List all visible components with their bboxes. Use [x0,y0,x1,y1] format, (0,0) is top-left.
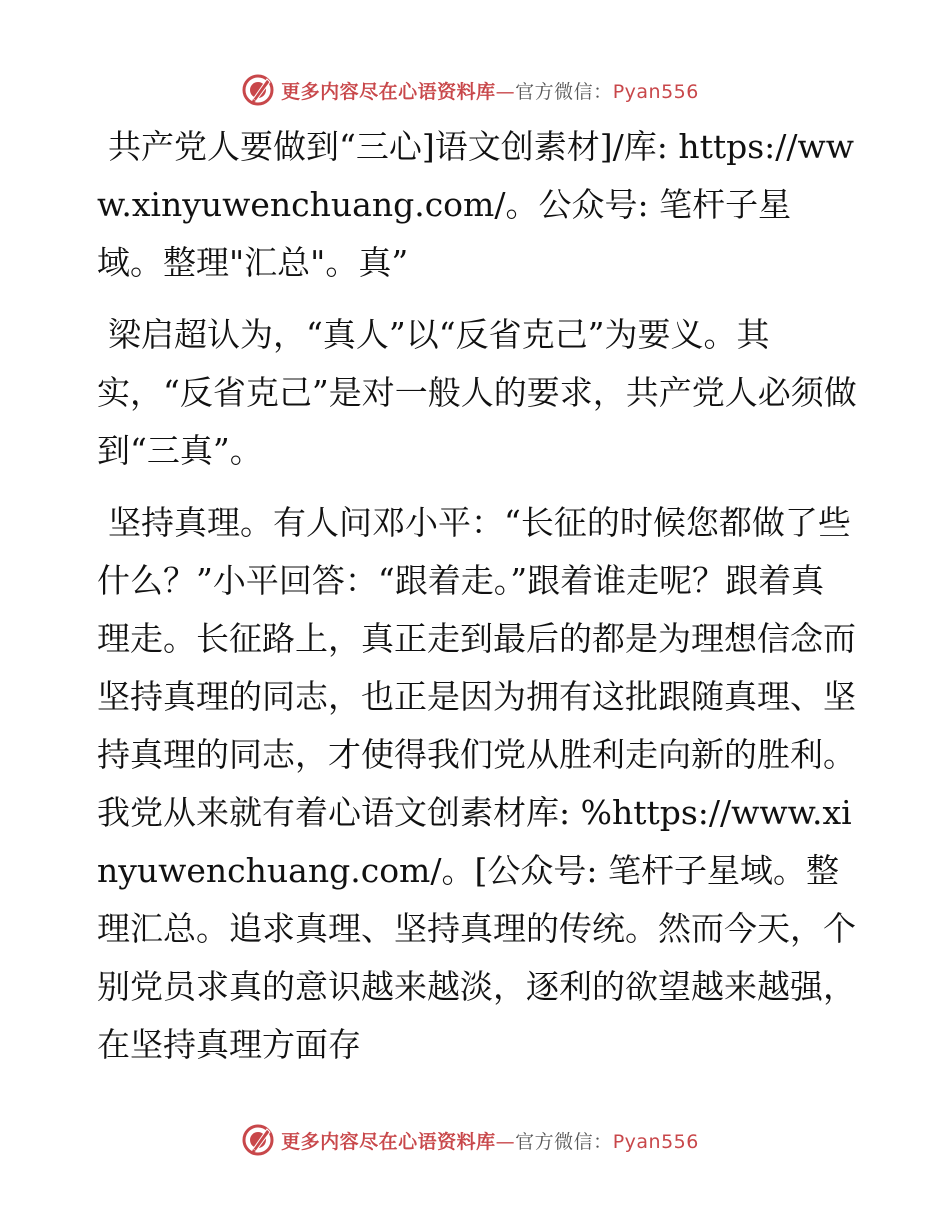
paragraph-1: 共产党人要做到“三心]语文创素材]/库: https://www.xinyuwenchuang.com/。公众号: 笔杆子星域。整理"汇总"。真” [97,127,855,282]
banner-inner [241,1123,699,1157]
header-watermark-banner [0,70,950,110]
banner-separator: ： [593,1130,613,1153]
banner-wechat-label: 官方微信 [515,1130,594,1153]
banner-main-text: 更多内容尽在心语资料库 [281,1130,496,1153]
banner-text [281,1127,699,1154]
banner-text [281,77,699,104]
banner-separator: ： [593,80,613,103]
paragraph-2: 梁启超认为，“真人”以“反省克己”为要义。其实，“反省克己”是对一般人的要求，共产党人必须做到“三真”。 [97,315,857,470]
pen-logo-icon [241,73,275,107]
banner-wechat-label: 官方微信 [515,80,594,103]
paragraph-3: 坚持真理。有人问邓小平：“长征的时候您都做了些什么？”小平回答：“跟着走。”跟着谁走呢？跟着真理走。长征路上，真正走到最后的都是为理想信念而坚持真理的同志，也正是因为拥有这批跟随真理、坚持真理的同志，才使得我们党从胜利走向新的胜利。我党从来就有着心语文创素材库: %https://www.xinyuwenchuang.com/。[公众号: 笔杆子星域。整理汇总。追求真理、坚持真理的传统。然而今天，个别党员求真的意识越来越淡，逐利的欲望越来越强，在坚持真理方面存 [97,503,856,1064]
document-body [97,118,857,1088]
banner-dash: — [495,80,516,103]
pen-logo-icon [241,1123,275,1157]
banner-dash: — [495,1130,516,1153]
banner-inner [241,73,699,107]
footer-watermark-banner [0,1120,950,1160]
banner-wechat-id: Pyan556 [612,80,699,103]
banner-wechat-id: Pyan556 [612,1130,699,1153]
banner-main-text: 更多内容尽在心语资料库 [281,80,496,103]
